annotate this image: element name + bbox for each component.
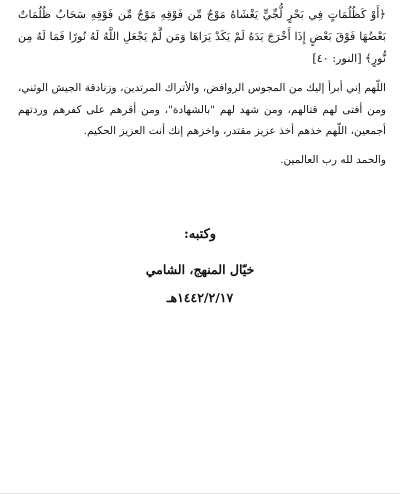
closing-line: والحمد لله رب العالمين.	[280, 153, 386, 166]
author-name: خيّال المنهج، الشامي	[145, 262, 255, 277]
wrote-by-label: وكتبه:	[183, 227, 217, 242]
hijri-date: ١٤٤٢/٢/١٧هـ	[166, 290, 234, 305]
supplication-paragraph: اللّهم إني أبرأ إليك من المجوس الروافض، والأتراك المرتدين، وزنادقة الجيش الوثني، ومن أفتى لهم قتالهم، ومن شهد لهم "بالشهادة"، ومن أقرهم على كفرهم وردتهم أجمعين، اللّهم خذهم أخذ عزيز مقتدر، واخزهم إنك أنت العزيز الحكيم.	[18, 82, 386, 137]
quran-verse: ﴿أَوْ كَظُلُمَاتٍ فِي بَحْرٍ لُّجِّيٍّ يَغْشَاهُ مَوْجٌ مِّن فَوْقِهِ مَوْجٌ مِّن فَوْقِهِ سَحَابٌ ظُلُمَاتٌ بَعْضُهَا فَوْقَ بَعْضٍ إِذَا أَخْرَجَ يَدَهُ لَمْ يَكَدْ يَرَاهَا وَمَن لَّمْ يَجْعَلِ اللَّهُ لَهُ نُورًا فَمَا لَهُ مِن نُّورٍ﴾ [النور: ٤٠]	[18, 8, 386, 65]
document-body	[18, 4, 386, 170]
